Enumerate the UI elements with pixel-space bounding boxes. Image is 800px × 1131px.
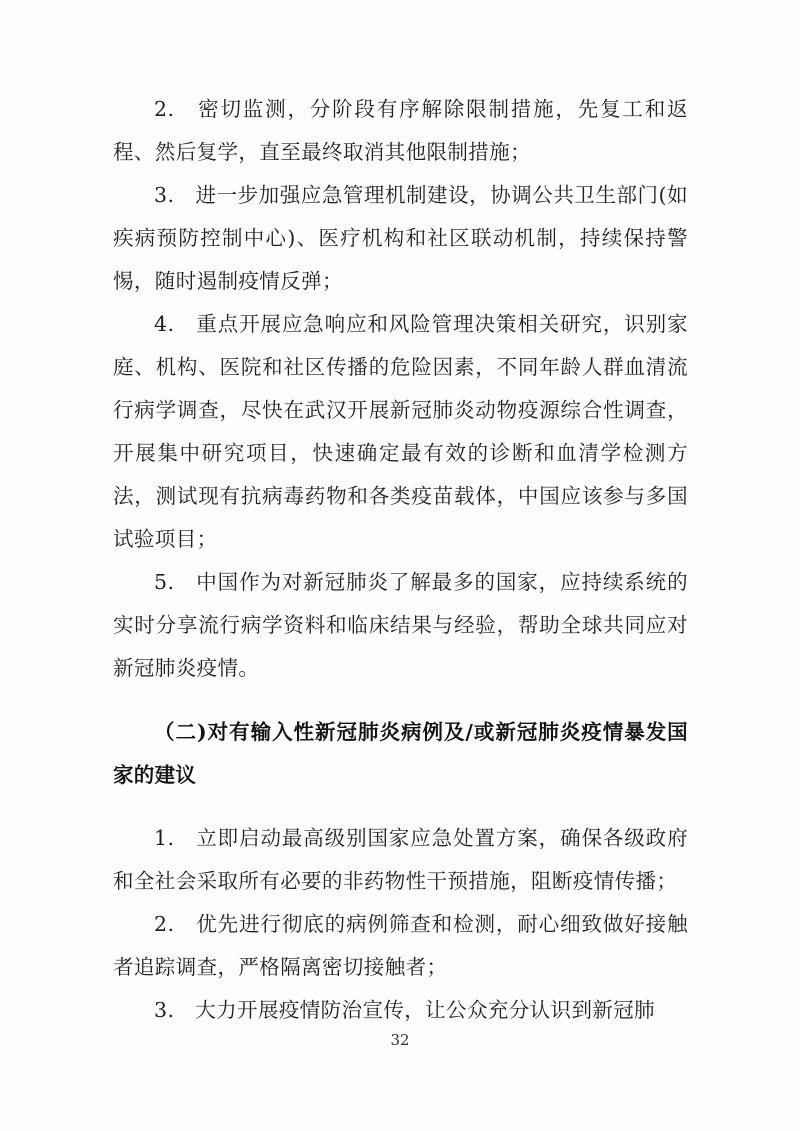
paragraph-item-5: 5. 中国作为对新冠肺炎了解最多的国家，应持续系统的实时分享流行病学资料和临床结果与经验，帮助全球共同应对新冠肺炎疫情。 (113, 570, 688, 680)
paragraph-item-4: 4. 重点开展应急响应和风险管理决策相关研究，识别家庭、机构、医院和社区传播的危险因素，不同年龄人群血清流行病学调查，尽快在武汉开展新冠肺炎动物疫源综合性调查，开展集中研究项目，快速确定最有效的诊断和血清学检测方法，测试现有抗病毒药物和各类疫苗载体，中国应该参与多国试验项目； (113, 312, 688, 551)
paragraph-rec-2: 2. 优先进行彻底的病例筛查和检测，耐心细致做好接触者追踪调查，严格隔离密切接触者； (113, 912, 688, 979)
paragraph-item-3: 3. 进一步加强应急管理机制建设，协调公共卫生部门(如疾病预防控制中心)、医疗机构和社区联动机制，持续保持警惕，随时遏制疫情反弹； (113, 183, 688, 293)
paragraph-rec-3: 3. 大力开展疫情防治宣传，让公众充分认识到新冠肺 (154, 998, 656, 1022)
paragraph-item-2: 2. 密切监测，分阶段有序解除限制措施，先复工和返程、然后复学，直至最终取消其他限制措施； (113, 97, 688, 164)
section-heading: （二)对有输入性新冠肺炎病例及/或新冠肺炎疫情暴发国家的建议 (113, 719, 688, 787)
page-number: 32 (390, 1031, 410, 1049)
paragraph-rec-1: 1. 立即启动最高级别国家应急处置方案，确保各级政府和全社会采取所有必要的非药物性干预措施，阻断疫情传播； (113, 826, 688, 893)
page-content (113, 88, 688, 1032)
